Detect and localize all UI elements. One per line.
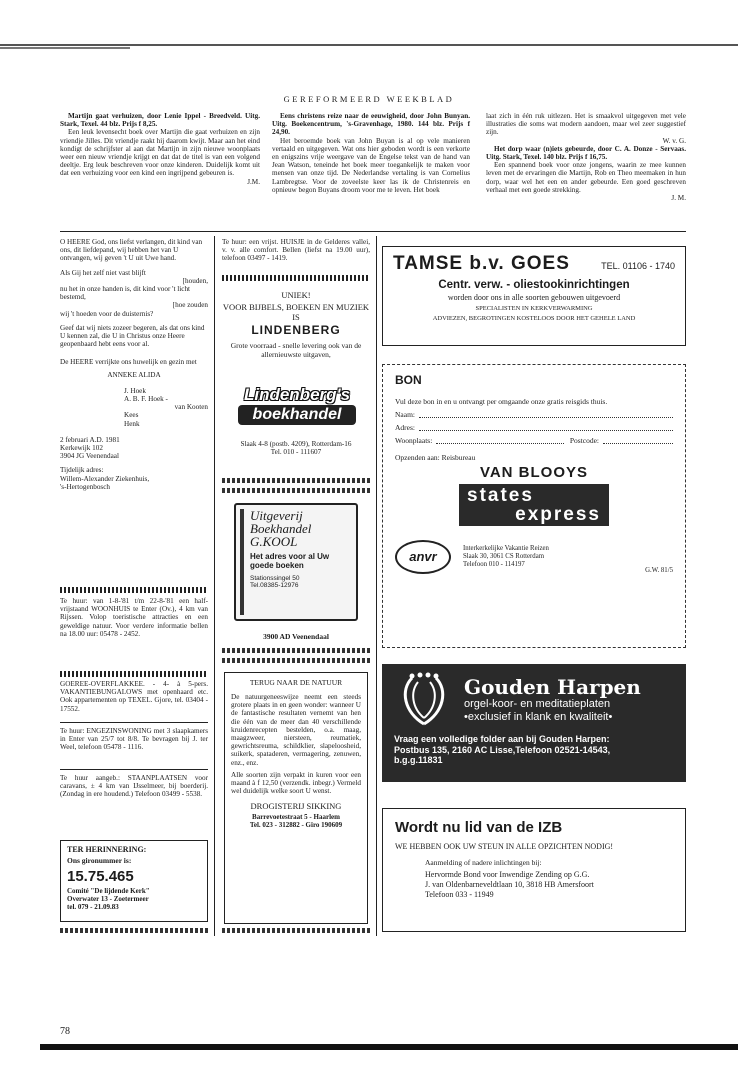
woonplaats-input-line[interactable] [436, 436, 564, 444]
family-name: van Kooten [174, 403, 208, 412]
natuur-shop-name: DROGISTERIJ SIKKING [250, 801, 342, 812]
postcode-input-line[interactable] [603, 436, 673, 444]
izb-address: J. van Oldenbarneveldtlaan 10, 3818 HB Amersfoort [425, 880, 594, 889]
review-heading: Het dorp waar (n)iets gebeurde, door C. A. Donze - Servaas. Uitg. Stark, Texel. 140 blz. Prijs f 16,75. [486, 144, 686, 162]
lindenberg-unique: UNIEK! [281, 290, 311, 300]
harpen-name: Gouden Harpen [464, 675, 641, 699]
bon-send-to: Opzenden aan: Reisbureau [395, 453, 476, 462]
lindenberg-tel: Tel. 010 - 111607 [270, 448, 322, 457]
herinnering-org: Comité "De lijdende Kerk" [67, 887, 150, 895]
lindenberg-ad [222, 290, 370, 359]
verse: Geef dat wij niets zozeer begeren, als dat ons kind U kennen zal, die U in Christus onze Heere geopenbaard hebt eens voor al. [60, 323, 205, 349]
logo-states: states [467, 485, 534, 506]
izb-ad [382, 808, 686, 932]
bon-intro: Vul deze bon in en u ontvangt per omgaande onze gratis reisgids thuis. [395, 397, 608, 406]
address-street: Kerkewijk 102 [60, 444, 103, 453]
kool-name: G.KOOL [250, 534, 298, 549]
lindenberg-address: Slaak 4-8 (postb. 4209), Rotterdam-16 [240, 440, 352, 448]
review-heading: Eens christens reize naar de eeuwigheid, door John Bunyan. Uitg. Boekencentrum, 's-Gravenhage, 1980. 144 blz. Prijs f 24,90. [272, 112, 470, 137]
natuur-ad [224, 672, 368, 924]
family-name: J. Hoek [124, 386, 146, 395]
classified-ad: Te huur: ENGEZINSWONING met 3 slaapkamers in Enter van 25/7 tot 8/8. Te bevragen bij J. ter Weel, telefoon 05478 - 1116. [60, 727, 208, 752]
lindenberg-name: LINDENBERG [251, 323, 341, 337]
review-body: Het beroemde boek van John Buyan is al op vele manieren vertaald en uitgegeven. Wat ons hier geboden wordt is een verkorte en enigszins vrije weergave van de Engelse tekst van de hand van Jean Watson, teneinde het boek meer toegankelijk te maken voor mensen van onze tijd. De Nederlandse vertaling is van Cornelius Lambregtse. Voor de zoveelste keer las ik de Christenreis en opnieuw begon Buyans droom voor me te leven. Het boek [272, 136, 470, 194]
review-column-2 [272, 112, 470, 194]
logo-express: express [515, 504, 601, 525]
adres-field[interactable] [395, 423, 673, 432]
natuur-title: TERUG NAAR DE NATUUR [249, 678, 343, 687]
ornamental-border [222, 275, 370, 281]
classified-ad: GOEREE-OVERFLAKKEE. - 4- à 5-pers. VAKANTIEBUNGALOWS met openhaard etc. Ook appartementen op TEXEL. Gjore, tel. 03404 - 17552. [60, 680, 208, 713]
natuur-body-2: Alle soorten zijn verpakt in kuren voor een maand à f 12,50 (verzendk. inbegr.) Vermeld wel duidelijk welke soort U wenst. [231, 770, 361, 796]
family-name: Kees [124, 411, 139, 420]
family-name: Henk [124, 419, 140, 428]
herinnering-address: Overwater 13 - Zoetermeer [67, 895, 149, 903]
bottom-bar [40, 1044, 738, 1050]
verse: [hoe zouden [172, 301, 208, 310]
adres-label: Adres: [395, 423, 415, 432]
anvr-line: Telefoon 010 - 114197 [463, 561, 525, 568]
tamse-tel: TEL. 01106 - 1740 [601, 261, 675, 271]
top-rule-accent [0, 47, 130, 49]
postcode-label: Postcode: [569, 436, 599, 445]
giro-number: 15.75.465 [67, 868, 134, 885]
izb-org: Hervormde Bond voor Inwendige Zending op G.G. [425, 870, 590, 879]
tamse-name: TAMSE b.v. GOES [393, 253, 570, 274]
family-name: A. B. F. Hoek - [124, 395, 168, 404]
harp-logo-icon [394, 672, 454, 728]
kool-city: 3900 AD Veenendaal [263, 632, 329, 641]
gouden-harpen-ad [382, 664, 686, 782]
izb-title: Wordt nu lid van de IZB [395, 819, 563, 836]
kool-line: Boekhandel [250, 521, 312, 536]
book-spine [240, 509, 244, 615]
lindenberg-logo-bottom: boekhandel [238, 405, 356, 425]
bon-company: VAN BLOOYS [479, 464, 589, 481]
ad-divider [60, 769, 208, 770]
izb-info: Aanmelding of nadere inlichtingen bij: [425, 858, 542, 867]
review-column-3 [486, 112, 686, 202]
lindenberg-stock: Grote voorraad - snelle levering ook van de allernieuwste uitgaven, [230, 341, 362, 359]
bon-title: BON [395, 373, 422, 387]
lindenberg-contact [222, 440, 370, 456]
ad-divider [60, 722, 208, 723]
column-divider [214, 236, 215, 936]
address-city: 3904 JG Veenendaal [60, 452, 119, 461]
family-names [124, 387, 208, 428]
izb-appeal: WE HEBBEN OOK UW STEUN IN ALLE OPZICHTEN NODIG! [395, 842, 614, 851]
review-body: laat zich in één ruk uitlezen. Het is smaakvol uitgegeven met vele illustraties die soms wat modern aandoen, maar wel zeer suggestief zijn. [486, 112, 686, 137]
harpen-line: •exclusief in klank en kwaliteit• [464, 711, 613, 723]
birth-announcement [60, 238, 208, 491]
review-signature: W. v. G. [662, 136, 686, 145]
ornamental-border [222, 648, 370, 653]
review-body: Een spannend boek voor onze jongens, waarin ze mee kunnen leven met de ervaringen die Martijn, Rob en Theo meemaken in hun dorp, waar wel het een en ander gebeurde. Een goed geschreven verhaal met een goede strekking. [486, 161, 686, 194]
naam-field[interactable] [395, 410, 673, 419]
section-divider [60, 231, 686, 232]
tamse-headline: Centr. verw. - oliestookinrichtingen [438, 279, 630, 291]
anvr-line: Interkerkelijke Vakantie Reizen [463, 545, 549, 552]
classified-ad: Te huur aangeb.: STAANPLAATSEN voor caravans, ± 4 km van IJsselmeer, bij boerderij. (Zondag in ere houdend.) Telefoon 03499 - 5538. [60, 774, 208, 799]
harpen-contact: b.g.g.11831 [394, 755, 443, 765]
masthead: GEREFORMEERD WEEKBLAD [283, 94, 455, 104]
rental-ad: Te huur: een vrijst. HUISJE in de Gelderes vallei, v. v. alle comfort. Bellen (liefst na 19.00 uur), telefoon 03497 - 1419. [222, 238, 370, 263]
natuur-address: Barrevoetestraat 5 - Haarlem [252, 813, 340, 822]
page-number: 78 [60, 1026, 70, 1037]
tamse-subline: worden door ons in alle soorten gebouwen uitgevoerd [447, 293, 621, 302]
kool-tel: Tel.08385-12976 [250, 582, 299, 589]
states-express-logo [459, 484, 609, 526]
review-body: Een leuk levensecht boek over Martijn die gaat verhuizen en zijn vriendje Jilles. Dit vriendje raakt hij daarom kwijt. Maar aan het eind kondigt de schrijfster al aan dat Martijn in zijn nieuwe woonplaats weer een nieuw vriendje krijgt en dat dat de titel is van een volgend deeltje. Erg leuk beschreven voor onze kinderen. Duidelijk komt uit dat een verhuizing voor een kind een ingrijpend gebeuren is. [60, 128, 260, 178]
announcement-text: De HEERE verrijkte ons huwelijk en gezin met [60, 358, 197, 367]
tamse-specialists: SPECIALISTEN IN KERKVERWARMING [475, 305, 593, 312]
lindenberg-logo [230, 385, 364, 431]
anvr-row [395, 540, 673, 574]
harpen-contact: Vraag een volledige folder aan bij Gouden Harpen: [394, 734, 610, 744]
column-divider [376, 236, 377, 936]
herinnering-title: TER HERINNERING: [67, 845, 147, 854]
ornamental-border [222, 658, 370, 663]
harpen-contact: Postbus 135, 2160 AC Lisse,Telefoon 02521-14543, [394, 744, 611, 755]
giro-label: Ons gironummer is: [67, 856, 132, 865]
kool-tagline: Het adres voor al Uw goede boeken [250, 552, 330, 570]
temp-address-label: Tijdelijk adres: [60, 466, 104, 475]
review-signature: J. M. [671, 194, 686, 203]
anvr-logo: anvr [395, 540, 451, 574]
coupon-code: G.W. 81/5 [645, 567, 673, 574]
tamse-ad [382, 246, 686, 346]
woonplaats-field[interactable] [395, 436, 673, 445]
ornamental-border [60, 928, 208, 933]
kool-line: Uitgeverij [250, 508, 303, 523]
kool-address: Stationssingel 50 [250, 575, 300, 582]
bon-coupon [382, 364, 686, 648]
verse: O HEERE God, ons liefst verlangen, dit kind van ons, dit liefdepand, wij hebben het van U ontvangen, wij geven 't U uit Uwe hand. [60, 238, 203, 263]
anvr-contact [463, 545, 549, 569]
verse: wij 't hoeden voor de duisternis? [60, 309, 154, 318]
natuur-body: De natuurgeneeswijze neemt een steeds grotere plaats in en geen wonder: wanneer U de fantastische resultaten vernemt van hen die één van de meer dan 40 verschillende kruidenrecepten bestelden, o.a. maag, maagzweer, niersteen, reumatiek, gewrichtsreuma, schildklier, slapeloosheid, suikerk, spataderen, vermagering, zenuwen, enz., enz. [231, 693, 361, 767]
lindenberg-logo-top: Lindenberg's [243, 385, 351, 404]
naam-label: Naam: [395, 410, 415, 419]
tamse-advice: ADVIEZEN, BEGROTINGEN KOSTELOOS DOOR HET GEHELE LAND [432, 315, 636, 322]
herinnering-box [60, 840, 208, 922]
herinnering-tel: tel. 079 - 21.09.83 [67, 903, 119, 911]
temp-address-street: Willem-Alexander Ziekenhuis, [60, 474, 150, 483]
ornamental-border [222, 488, 370, 493]
temp-address-city: 's-Hertogenbosch [60, 482, 110, 491]
ornamental-border [222, 478, 370, 483]
ornamental-border [60, 671, 208, 677]
child-name: ANNEKE ALIDA [107, 370, 161, 379]
verse: Als Gij het zelf niet vast blijft [60, 268, 146, 277]
review-heading: Martijn gaat verhuizen, door Lenie Ippel - Breedveld. Uitg. Stark, Texel. 44 blz. Prijs f 8,25. [60, 112, 260, 129]
lindenberg-tagline: VOOR BIJBELS, BOEKEN EN MUZIEK IS [222, 302, 370, 322]
naam-input-line[interactable] [419, 410, 673, 418]
adres-input-line[interactable] [419, 423, 673, 431]
izb-tel: Telefoon 033 - 11949 [425, 890, 494, 899]
ornamental-border [60, 587, 208, 593]
top-rule [0, 44, 738, 46]
anvr-line: Slaak 30, 3061 CS Rotterdam [463, 553, 544, 560]
review-signature: J.M. [247, 177, 260, 186]
natuur-tel: Tel. 023 - 312882 - Giro 190609 [249, 821, 343, 830]
classified-ad: Te huur: van 1-8-'81 t/m 22-8-'81 een half-vrijstaand WOONHUIS te Enter (Ov.), 4 km van Rijssen. Volop toeristische attracties en een geweldige natuur. Voor verdere informatie bellen na 18.00 uur: 05478 - 2452. [60, 597, 208, 638]
announcement-date: 2 februari A.D. 1981 [60, 435, 120, 444]
verse: nu het in onze handen is, dit kind voor 't licht bestemd, [60, 285, 191, 302]
ornamental-border [222, 928, 370, 933]
kool-book-ad [234, 503, 358, 621]
verse: [houden, [182, 276, 208, 285]
woonplaats-label: Woonplaats: [395, 436, 433, 445]
review-column-1 [60, 112, 260, 186]
harpen-line: orgel-koor- en meditatieplaten [464, 698, 611, 710]
